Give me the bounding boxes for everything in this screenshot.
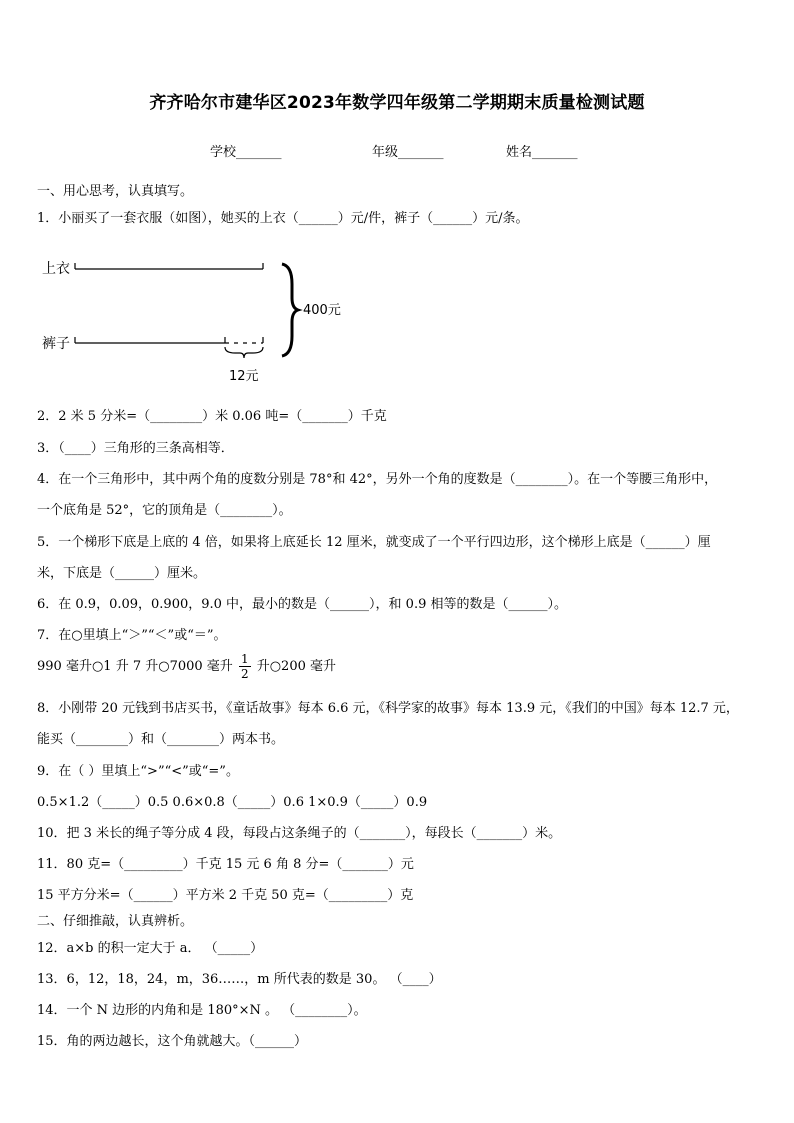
question-7-items-b: 升○200 毫升	[256, 659, 337, 674]
section-heading-1: 一、用心思考，认真填写。	[37, 184, 194, 199]
question-13: 13．6，12，18，24，m，36……，m 所代表的数是 30。 （____）	[37, 972, 442, 987]
grade-field: 年级_______	[372, 145, 444, 160]
question-14: 14．一个 N 边形的内角和是 180°×N 。 （________）。	[37, 1003, 367, 1018]
question-5-line-2: 米，下底是（______）厘米。	[37, 566, 207, 581]
question-2: 2．2 米 5 分米=（________）米 0.06 吨=（_______）千克	[37, 409, 387, 424]
top-label: 上衣	[42, 261, 70, 277]
question-4-line-1: 4．在一个三角形中，其中两个角的度数分别是 78°和 42°，另外一个角的度数是（________）。在一个等腰三角形中，	[37, 472, 718, 487]
question-7-items	[37, 652, 336, 681]
question-3: 3．（____）三角形的三条高相等．	[37, 441, 234, 456]
question-5-line-1: 5．一个梯形下底是上底的 4 倍，如果将上底延长 12 厘米，就变成了一个平行四边形，这个梯形上底是（______）厘	[37, 535, 711, 550]
question-7: 7．在○里填上“＞”“＜”或“＝”。	[37, 628, 227, 643]
question-12: 12．a×b 的积一定大于 a． （_____）	[37, 941, 264, 956]
fraction-denominator: 2	[240, 667, 249, 681]
question-9: 9．在（ ）里填上“>”“<”或“=”。	[37, 764, 239, 779]
question-4-line-2: 一个底角是 52°，它的顶角是（________）。	[37, 503, 292, 518]
total-label: 400元	[303, 303, 341, 318]
question-8-line-2: 能买（________）和（________）两本书。	[37, 732, 285, 747]
difference-label: 12元	[229, 369, 259, 384]
question-1: 1．小丽买了一套衣服（如图），她买的上衣（______）元/件，裤子（______）元/条。	[37, 211, 529, 226]
school-field: 学校_______	[210, 145, 282, 160]
section-heading-2: 二、仔细推敲，认真辨析。	[37, 914, 194, 929]
name-field: 姓名_______	[506, 145, 578, 160]
question-8-line-1: 8．小刚带 20 元钱到书店买书，《童话故事》每本 6.6 元，《科学家的故事》每本 13.9 元，《我们的中国》每本 12.7 元，	[37, 701, 739, 716]
fraction-one-half	[239, 652, 251, 681]
question-11-b: 15 平方分米=（______）平方米 2 千克 50 克=（_________）克	[37, 888, 414, 903]
bottom-label: 裤子	[42, 336, 70, 352]
question-7-items-a: 990 毫升○1 升 7 升○7000 毫升	[37, 659, 233, 674]
page-title: 齐齐哈尔市建华区2023年数学四年级第二学期期末质量检测试题	[149, 93, 645, 113]
clothing-diagram	[35, 250, 355, 390]
question-15: 15．角的两边越长，这个角就越大。（______）	[37, 1034, 308, 1049]
question-10: 10．把 3 米长的绳子等分成 4 段，每段占这条绳子的（_______），每段长（_______）米。	[37, 826, 562, 841]
question-11: 11．80 克=（_________）千克 15 元 6 角 8 分=（_______）元	[37, 857, 414, 872]
fraction-numerator: 1	[240, 652, 249, 666]
question-9-items: 0.5×1.2（_____）0.5 0.6×0.8（_____）0.6 1×0.9（_____）0.9	[37, 795, 428, 810]
question-6: 6．在 0.9，0.09，0.900，9.0 中，最小的数是（______），和 0.9 相等的数是（______）。	[37, 597, 567, 612]
